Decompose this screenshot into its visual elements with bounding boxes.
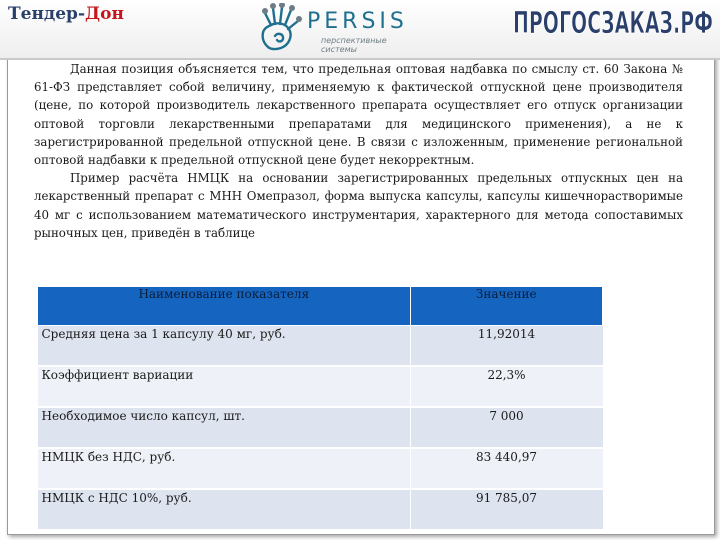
progoszakaz-logo [511, 0, 716, 44]
table-row [38, 489, 603, 530]
persis-tagline-line1: перспективные [321, 36, 387, 45]
table-row [38, 407, 603, 448]
table-row [38, 366, 603, 407]
persis-tagline [321, 36, 387, 54]
row-name: Коэффициент вариации [38, 366, 411, 407]
table-row [38, 326, 603, 367]
row-name: Средняя цена за 1 капсулу 40 мг, руб. [38, 326, 411, 367]
row-value: 91 785,07 [410, 489, 603, 530]
row-value: 22,3% [410, 366, 603, 407]
paragraph-1: Данная позиция объясняется тем, что предельная оптовая надбавка по смыслу ст. 60 Закона № 61-ФЗ представляет собой величину, применяемую к фактической отпускной цене производителя (цене, по которой производитель лекарственного препарата осуществляет его отпуск организации оптовой торговли лекарственными препаратами для медицинского применения), а не к зарегистрированной предельной отпускной цене. В связи с изложенным, применение региональной оптовой надбавки к предельной отпускной цене будет некорректным. [34, 62, 683, 168]
row-name: НМЦК без НДС, руб. [38, 448, 411, 489]
table-row [38, 448, 603, 489]
row-value: 11,92014 [410, 326, 603, 367]
nmck-table [37, 286, 603, 531]
row-value: 83 440,97 [410, 448, 603, 489]
header-indicator: Наименование показателя [38, 287, 411, 326]
tender-don-logo [8, 4, 124, 24]
header-value: Значение [410, 287, 603, 326]
persis-logo [255, 3, 425, 57]
body-text [34, 60, 683, 242]
persis-hand-icon [255, 3, 305, 55]
row-value: 7 000 [410, 407, 603, 448]
table-header-row [38, 287, 603, 326]
header-bar [0, 0, 720, 58]
paragraph-2: Пример расчёта НМЦК на основании зарегистрированных предельных отпускных цен на лекарственный препарат с МНН Омепразол, форма выпуска капсулы, капсулы кишечнорастворимые 40 мг с использованием математического инструментария, характерного для метода сопоставимых рыночных цен, приведён в таблице [34, 171, 683, 240]
row-name: НМЦК с НДС 10%, руб. [38, 489, 411, 530]
persis-tagline-line2: системы [321, 45, 357, 54]
tender-don-logo-part1: Тендер- [8, 4, 85, 24]
row-name: Необходимое число капсул, шт. [38, 407, 411, 448]
tender-don-logo-part2: Дон [85, 4, 124, 24]
persis-wordmark: PERSIS [307, 9, 408, 34]
progoszakaz-logo-text: ПРОГОСЗАКАЗ.РФ [513, 6, 713, 41]
